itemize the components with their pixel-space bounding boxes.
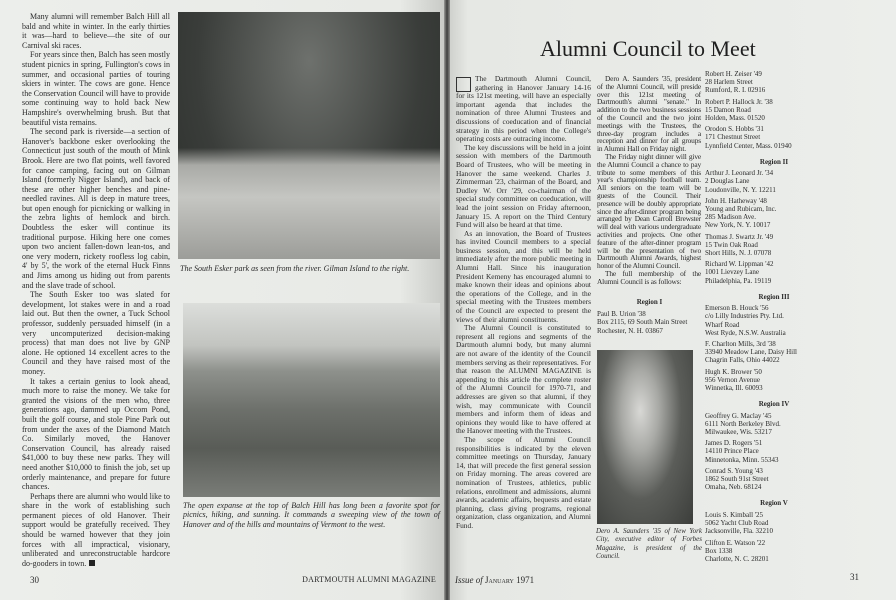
- member-name: Emerson B. Houck '56: [705, 304, 769, 313]
- member-address-line: c/o Lilly Industries Pty. Ltd.: [705, 312, 784, 321]
- paragraph: [22, 290, 170, 376]
- member-address-line: New York, N. Y. 10017: [705, 221, 771, 230]
- roster-member: [705, 98, 843, 123]
- member-address-line: Box 2115, 69 South Main Street: [597, 318, 688, 327]
- member-name: Conrad S. Young '43: [705, 466, 763, 475]
- member-address-line: Chagrin Falls, Ohio 44022: [705, 356, 780, 365]
- paragraph-text: The second park is riverside—a section of Hanover's backbone esker overlooking the Connecticut just south of the mouth of Mink Brook. Here are two flat points, well favored for canoe camping, facing out on Gilman Island (formerly Nigger Island), and back of these are other higher benches and pine-needled ravines. All is deep in mature trees, but open enough for picnicking or walking in the zebra lights of hemlock and birch. Doubtless the esker will continue its traditional purpose. Hiking here one comes upon two ancient fallen-down lean-tos, and one very modern, rickety roofless log cabin, 4' by 5', the work of the eternal Huck Finns and Jims among us hiding out from parents and the slave trade of school.: [22, 127, 170, 290]
- paragraph: [22, 492, 170, 569]
- member-address-line: Young and Rubicam, Inc.: [705, 205, 777, 214]
- member-name: Orodon S. Hobbs '31: [705, 125, 764, 134]
- paragraph-text: As an innovation, the Board of Trustees has invited Council members to a special business session, and this will be held immediately after the more public meeting in Alumni Hall. Since his inauguration President Kemeny has encouraged alumni to make known their ideas and opinions about the operations of the College, and in the special meeting with the Trustees members of the Council are expected to present the views of their alumni constituents.: [456, 228, 591, 324]
- member-name: Arthur J. Leonard Jr. '34: [705, 169, 774, 178]
- member-address-line: Philadelphia, Pa. 19119: [705, 276, 772, 285]
- member-address-line: Winnetka, Ill. 60093: [705, 384, 763, 393]
- issue-year: 1971: [516, 575, 535, 585]
- member-address-line: 956 Vernon Avenue: [705, 375, 760, 384]
- paragraph-text: The Alumni Council is constituted to represent all regions and segments of the Dartmouth alumni body, but many alumni are not aware of the identity of the Council members serving as their representatives. For that reason the ALUMNI MAGAZINE is appending to this article the complete roster of the Alumni Council for 1970-71, and addresses are given so that alumni, if they wish, may communicate with Council members and inform them of ideas and opinions they would like to have offered at the Hanover meeting with the Trustees.: [456, 323, 591, 436]
- member-address-line: Minnetonka, Minn. 55343: [705, 455, 779, 464]
- region-heading: Region II: [759, 157, 789, 166]
- running-footer-magazine: DARTMOUTH ALUMNI MAGAZINE: [302, 575, 436, 584]
- paragraph: [456, 75, 591, 144]
- member-address-line: Rochester, N. H. 03867: [597, 326, 663, 335]
- paragraph-text: Perhaps there are alumni who would like to share in the work of establishing such permanent pieces of old Hanover. Their support would be gratefully received. They should be warned however that they join forces with all impractical, visionary, unliberated and unreconstructable hardcore do-gooders in town.: [22, 491, 170, 568]
- region-heading: Region V: [760, 499, 788, 508]
- paragraph-text: The Friday night dinner will give the Alumni Council a chance to pay tribute to some members of this year's championship football team. All seniors on the team will be guests of the Council. Their presence will be doubly appropriate since the after-dinner program being arranged by Dean Carroll Brewster will deal with various undergraduate activities and projects. One other feature of the after-dinner program will be the presentation of two Dartmouth Alumni Awards, highest honor of the Alumni Council.: [597, 151, 701, 271]
- roster-member: [705, 233, 843, 258]
- portrait-dero-saunders: [597, 350, 693, 524]
- drop-initial-box-icon: [456, 77, 471, 92]
- member-address-line: Lynnfield Center, Mass. 01940: [705, 141, 792, 150]
- right-article-column-1: [456, 75, 591, 530]
- member-address-line: West Ryde, N.S.W. Australia: [705, 328, 786, 337]
- paragraph: [22, 127, 170, 290]
- member-address-line: 28 Harlem Street: [705, 78, 753, 87]
- end-mark-icon: [89, 560, 95, 566]
- caption-portrait: Dero A. Saunders '35 of New York City, executive editor of Forbes Magazine, is president of the Council.: [596, 527, 702, 561]
- roster-member: [705, 197, 843, 230]
- member-name: Clifton E. Watson '22: [705, 538, 766, 547]
- paragraph: [456, 144, 591, 230]
- paragraph: [597, 75, 701, 153]
- member-address-line: Holden, Mass. 01520: [705, 114, 765, 123]
- roster-member: [705, 340, 843, 365]
- member-address-line: 2 Douglas Lane: [705, 177, 750, 186]
- caption-south-esker: The South Esker park as seen from the river. Gilman Island to the right.: [180, 264, 410, 273]
- roster-member: [705, 70, 843, 95]
- member-address-line: Wharf Road: [705, 320, 740, 329]
- paragraph: [22, 12, 170, 50]
- paragraph: [456, 436, 591, 531]
- roster-member: [705, 511, 843, 536]
- paragraph-text: For years since then, Balch has seen mostly student picnics in spring, Fullington's cows in summer, and occasional parties of touring skiers in winter. The cows are gone. Hence the Conservation Council will have to provide some continuing way to hold back New Hampshire's overwhelming brush. But that beautiful vista remains.: [22, 50, 170, 127]
- paragraph: [456, 230, 591, 325]
- member-name: Geoffrey G. Maclay '45: [705, 411, 772, 420]
- right-article-column-2: [597, 75, 701, 286]
- member-name: Hugh K. Brower '50: [705, 367, 762, 376]
- member-address-line: Box 1338: [705, 546, 733, 555]
- region-heading: Region III: [758, 292, 790, 301]
- member-address-line: Jacksonville, Fla. 32210: [705, 527, 774, 536]
- roster-column: [705, 70, 843, 566]
- page-number-left: 30: [30, 575, 39, 585]
- roster-member: [705, 304, 843, 337]
- paragraph: [22, 50, 170, 127]
- member-address-line: 15 Damon Road: [705, 105, 751, 114]
- issue-footer: [455, 575, 534, 585]
- member-address-line: 1001 Lievzey Lane: [705, 268, 760, 277]
- member-name: James D. Rogers '51: [705, 439, 763, 448]
- paragraph: [597, 270, 701, 286]
- region-heading: Region IV: [758, 399, 790, 408]
- photo-south-esker: [178, 12, 440, 259]
- member-name: Robert H. Zeiser '49: [705, 70, 762, 78]
- caption-balch-hill: The open expanse at the top of Balch Hill has long been a favorite spot for picnics, hiking, and sunning. It commands a sweeping view of the town of Hanover and of the hills and mountains of Vermont to the west.: [183, 501, 440, 529]
- paragraph: [597, 153, 701, 270]
- region-heading: Region I: [636, 298, 663, 306]
- roster-member: [597, 310, 702, 335]
- paragraph: [456, 324, 591, 436]
- roster-member: [705, 539, 843, 564]
- roster-member: [705, 368, 843, 393]
- paragraph-text: Dero A. Saunders '35, president of the Alumni Council, will preside over this 121st meeting of Dartmouth's alumni "senate." In addition to the two business sessions of the Council and the two joint meetings with the Trustees, the three-day program includes a reception and dinner for all groups in Alumni Hall on Friday night.: [597, 74, 701, 154]
- member-name: John H. Hatheway '48: [705, 196, 767, 205]
- issue-month: January: [485, 575, 514, 585]
- roster-member: [705, 169, 843, 194]
- member-address-line: Rumford, R. I. 02916: [705, 86, 766, 95]
- paragraph-text: Many alumni will remember Balch Hill all bald and white in winter. In the early thirties it was—hard to believe—the site of our Carnival ski races.: [22, 12, 170, 50]
- paragraph-text: The key discussions will be held in a joint session with members of the Dartmouth Board of Trustees, who will be meeting in Hanover the same weekend. Charles J. Zimmerman '23, chairman of the Board, and Dudley W. Orr '29, co-chairman of the special study committee on coeducation, will lead the joint session on Friday afternoon, January 15. A report on the Third Century Fund will also be heard at that time.: [456, 142, 591, 230]
- member-name: Robert P. Hallock Jr. '38: [705, 97, 773, 106]
- roster-member: [705, 125, 843, 150]
- paragraph: [22, 377, 170, 492]
- paragraph-text: The full membership of the Alumni Council is as follows:: [597, 268, 701, 286]
- member-address-line: 5062 Yacht Club Road: [705, 519, 769, 528]
- article-title: Alumni Council to Meet: [540, 36, 756, 61]
- paragraph-text: The South Esker too was slated for development, lot stakes were in and a road laid out. But then the owner, a Tuck School professor, suddenly persuaded himself (in a very uncomputerized decision-making process) that man does not live by GNP alone. He optioned 14 excellent acres to the Council and they have raised most of the money.: [22, 290, 170, 376]
- member-name: Thomas J. Swartz Jr. '49: [705, 232, 774, 241]
- member-address-line: Milwaukee, Wis. 53217: [705, 428, 772, 437]
- paragraph-text: It takes a certain genius to look ahead, much more to raise the money. We take for granted the visions of the men who, three generations ago, dammed up Occom Pond, built the golf course, and stole Pine Park out from under the axes of the Diamond Match Co. Similarly moved, the Hanover Conservation Council, has already raised $41,000 to buy these new parks. They will need another $10,000 to finish the job, set up orderly maintenance, and prepare for future chances.: [22, 376, 170, 492]
- paragraph-text: The Dartmouth Alumni Council, gathering in Hanover January 14-16 for its 121st meeting, will have an especially important agenda that includes the nomination of three Alumni Trustees and discussions of coeducation and of financial strategy in this period when the College's operating costs are outracing income.: [456, 74, 591, 144]
- member-name: Richard W. Lippman '42: [705, 260, 774, 269]
- member-name: Paul B. Urion '38: [597, 309, 646, 318]
- member-address-line: Charlotte, N. C. 28201: [705, 554, 769, 563]
- left-article-column: [22, 12, 170, 568]
- roster-member: [705, 412, 843, 437]
- member-address-line: Short Hills, N. J. 07078: [705, 249, 772, 258]
- member-address-line: Omaha, Neb. 68124: [705, 483, 762, 492]
- roster-member: [705, 439, 843, 464]
- member-address-line: 171 Chestnut Street: [705, 133, 761, 142]
- member-address-line: 33940 Meadow Lane, Daisy Hill: [705, 348, 797, 357]
- member-name: Louis S. Kimball '25: [705, 510, 764, 519]
- member-name: F. Charlton Mills, 3rd '38: [705, 340, 776, 349]
- roster-region-1-start: [597, 298, 702, 338]
- paragraph-text: The scope of Alumni Council responsibilities is indicated by the eleven committee meetings on Thursday, January 14, that will precede the first general session on Friday morning. The areas covered are nomination of Trustees, athletics, public relations, enrollment and admissions, alumni awards, academic affairs, bequests and estate planning, class giving programs, regional organization, class organization, and Alumni Fund.: [456, 434, 591, 530]
- page-number-right: 31: [850, 572, 859, 582]
- member-address-line: 15 Twin Oak Road: [705, 240, 758, 249]
- issue-prefix: Issue of: [455, 575, 483, 585]
- member-address-line: 1862 South 91st Street: [705, 475, 769, 484]
- member-address-line: Loudonville, N. Y. 12211: [705, 185, 776, 194]
- photo-balch-hill: [183, 303, 440, 497]
- member-address-line: 14110 Prince Place: [705, 447, 759, 456]
- member-address-line: 285 Madison Ave.: [705, 213, 757, 222]
- roster-member: [705, 260, 843, 285]
- member-address-line: 6111 North Berkeley Blvd.: [705, 419, 781, 428]
- roster-member: [705, 467, 843, 492]
